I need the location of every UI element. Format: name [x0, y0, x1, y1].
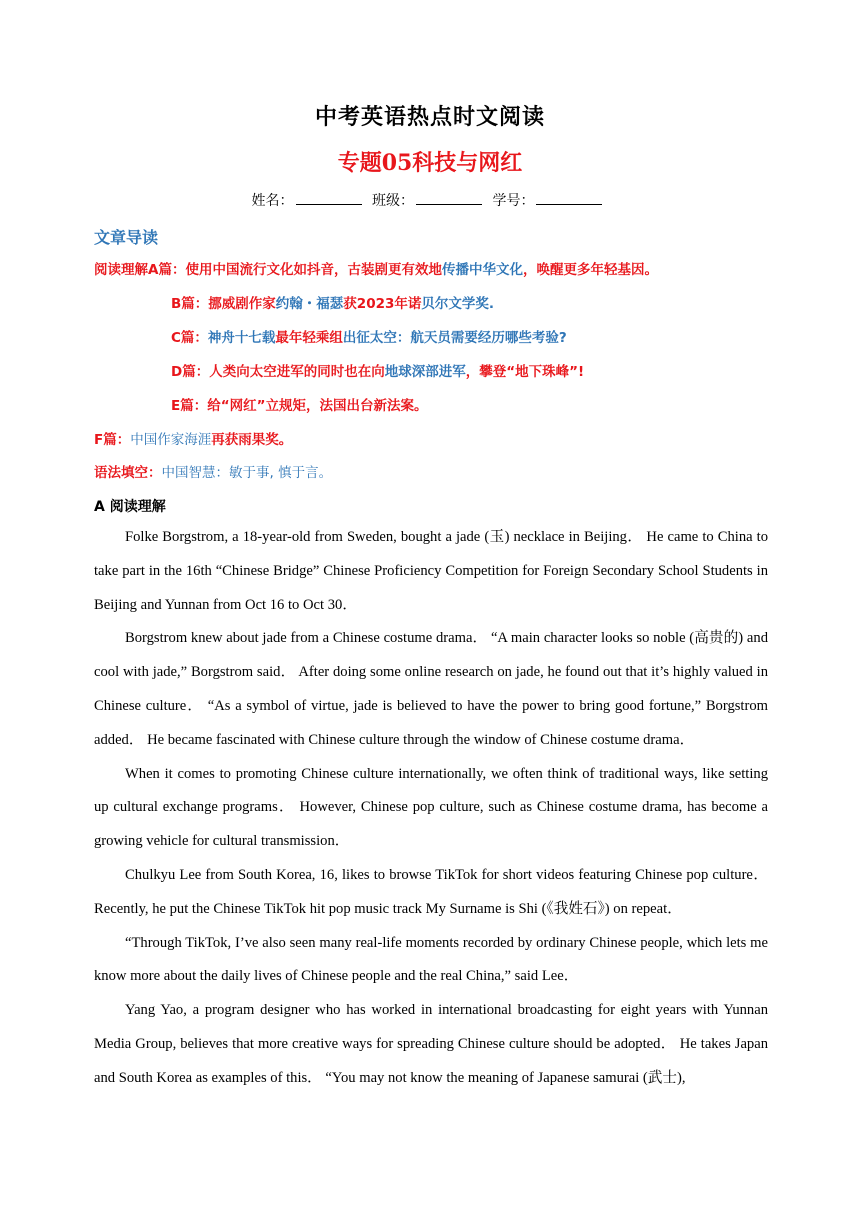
guide-item-text: ，唤醒更多年轻基因。: [522, 262, 658, 278]
guide-item-grammar: [94, 461, 332, 481]
guide-item-highlight: 约翰・福瑟: [275, 296, 344, 312]
class-blank[interactable]: [416, 190, 482, 205]
guide-item-label: D篇：: [171, 364, 210, 380]
guide-item-highlight: 中国智慧：敏于事, 慎于言。: [161, 465, 333, 481]
guide-item-text: 人类向太空进军的同时也在向: [209, 364, 385, 380]
article-paragraph: Borgstrom knew about jade from a Chinese costume drama． “A main character looks so noble (高贵的) and cool with jade,” Borgstrom said． After doing some online research on jade, he found out that it’s highly valued in Chinese culture． “As a symbol of virtue, jade is believed to have the power to bring good fortune,” Borgstrom added． He became fascinated with Chinese culture through the window of Chinese costume drama．: [94, 630, 768, 748]
guide-item-b: [171, 292, 494, 312]
guide-heading: 文章导读: [94, 228, 159, 247]
article-paragraph: “Through TikTok, I’ve also seen many real-life moments recorded by ordinary Chinese people, which lets me know more about the daily lives of Chinese people and the real China,” said Lee．: [94, 934, 768, 985]
guide-item-text: 获2023年诺: [343, 296, 422, 312]
guide-item-highlight: 地球深部进军: [384, 364, 466, 380]
class-label: 班级：: [372, 193, 414, 209]
guide-item-a: [94, 258, 658, 278]
guide-item-highlight: 传播中华文化: [441, 262, 523, 278]
article-paragraph: Yang Yao, a program designer who has worked in international broadcasting for eight years with Yunnan Media Group, believes that more creative ways for spreading Chinese culture should be adopted． He takes Japan and South Korea as examples of this． “You may not know the meaning of Japanese samurai (武士),: [94, 1002, 768, 1086]
part-a-heading: A 阅读理解: [94, 499, 166, 515]
article-paragraph: When it comes to promoting Chinese culture internationally, we often think of traditional ways, like setting up cultural exchange programs． However, Chinese pop culture, such as Chinese costume drama, has become a growing vehicle for cultural transmission．: [94, 765, 768, 850]
student-info-line: [0, 190, 860, 210]
guide-item-highlight: 出征太空：航天员需要经历哪些考验?: [342, 330, 567, 346]
article-paragraph: Chulkyu Lee from South Korea, 16, likes to browse TikTok for short videos featuring Chinese pop culture． Recently, he put the Chinese TikTok hit pop music track My Surname is Shi (《我姓石》) on repeat．: [94, 866, 768, 917]
guide-item-text: 再获雨果奖。: [211, 432, 293, 448]
id-blank[interactable]: [536, 190, 602, 205]
guide-item-label: B篇：: [171, 296, 209, 312]
guide-item-text: ，攀登“地下珠峰”!: [465, 364, 585, 380]
guide-item-text: 给“网红”立规矩，法国出台新法案。: [207, 398, 428, 414]
guide-item-text: 挪威剧作家: [208, 296, 276, 312]
guide-item-text: 使用中国流行文化如抖音，古装剧更有效地: [185, 262, 442, 278]
guide-item-text: 最年轻乘组: [275, 330, 343, 346]
guide-item-label: C篇：: [171, 330, 208, 346]
article-paragraph: Folke Borgstrom, a 18-year-old from Sweden, bought a jade (玉) necklace in Beijing． He came to China to take part in the 16th “Chinese Bridge” Chinese Proficiency Competition for Foreign Secondary School Students in Beijing and Yunnan from Oct 16 to Oct 30．: [94, 529, 768, 613]
guide-item-label: F篇：: [94, 432, 131, 448]
id-label: 学号：: [492, 193, 535, 209]
name-label: 姓名：: [251, 193, 294, 209]
article-body: [94, 521, 768, 1096]
guide-item-f: [94, 428, 292, 448]
guide-item-d: [171, 360, 584, 380]
document-subtitle: 专题05科技与网红: [337, 150, 523, 176]
guide-item-highlight: 贝尔文学奖.: [421, 296, 495, 312]
guide-item-label: 语法填空：: [94, 465, 162, 481]
guide-item-highlight: 中国作家海涯: [130, 432, 212, 448]
guide-item-label: 阅读理解A篇：: [94, 262, 186, 278]
guide-item-e: [171, 394, 427, 414]
guide-item-c: [171, 326, 567, 346]
document-title: 中考英语热点时文阅读: [314, 104, 545, 130]
guide-item-label: E篇：: [171, 398, 208, 414]
name-blank[interactable]: [296, 190, 362, 205]
guide-item-highlight: 神舟十七载: [207, 330, 276, 346]
